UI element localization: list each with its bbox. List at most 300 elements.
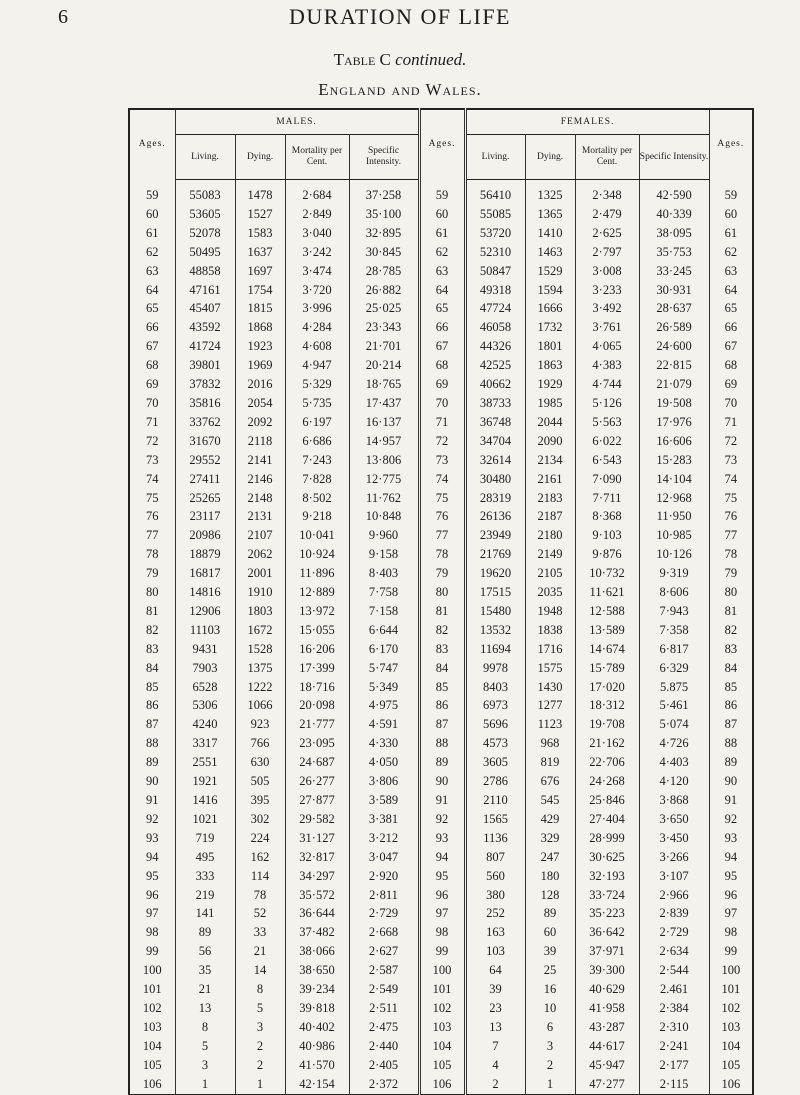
cell-mortality-f: 3·233 (575, 281, 639, 300)
cell-dying-f: 180 (525, 867, 575, 886)
cell-mortality-m: 10·924 (285, 545, 349, 564)
cell-age-f: 75 (709, 489, 753, 508)
cell-living-f: 47724 (465, 299, 525, 318)
cell-dying-m: 114 (235, 867, 285, 886)
cell-age-f: 100 (709, 961, 753, 980)
cell-age-f: 77 (709, 526, 753, 545)
cell-age: 63 (419, 262, 465, 281)
cell-intensity-f: 4·120 (639, 772, 709, 791)
cell-living-f: 1565 (465, 810, 525, 829)
cell-age: 98 (419, 923, 465, 942)
cell-age: 93 (419, 829, 465, 848)
cell-age: 84 (419, 659, 465, 678)
table-row (129, 867, 753, 886)
cell-living-f: 39 (465, 980, 525, 999)
cell-age-f: 66 (709, 318, 753, 337)
cell-intensity-m: 2·729 (349, 904, 419, 923)
cell-age-f: 60 (709, 205, 753, 224)
cell-mortality-m: 2·849 (285, 205, 349, 224)
cell-mortality-f: 37·971 (575, 942, 639, 961)
cell-mortality-m: 27·877 (285, 791, 349, 810)
cell-mortality-m: 36·644 (285, 904, 349, 923)
cell-age-f: 98 (709, 923, 753, 942)
cell-dying-f: 2044 (525, 413, 575, 432)
table-row (129, 1018, 753, 1037)
cell-age-f: 64 (709, 281, 753, 300)
cell-age: 60 (419, 205, 465, 224)
cell-intensity-f: 10·126 (639, 545, 709, 564)
cell-dying-f: 676 (525, 772, 575, 791)
cell-age-f: 101 (709, 980, 753, 999)
cell-living-f: 38733 (465, 394, 525, 413)
cell-dying-f: 1325 (525, 186, 575, 205)
table-row (129, 375, 753, 394)
cell-intensity-m: 2·920 (349, 867, 419, 886)
cell-living-f: 21769 (465, 545, 525, 564)
cell-living-m: 3317 (175, 734, 235, 753)
cell-age: 95 (419, 867, 465, 886)
cell-mortality-m: 6·686 (285, 432, 349, 451)
cell-mortality-m: 3·474 (285, 262, 349, 281)
cell-dying-f: 1863 (525, 356, 575, 375)
cell-dying-m: 1754 (235, 281, 285, 300)
cell-intensity-m: 5·349 (349, 678, 419, 697)
cell-age-m: 101 (129, 980, 175, 999)
cell-dying-m: 224 (235, 829, 285, 848)
cell-mortality-f: 9·876 (575, 545, 639, 564)
cell-intensity-m: 20·214 (349, 356, 419, 375)
cell-intensity-m: 5·747 (349, 659, 419, 678)
mortality-table (128, 108, 754, 1095)
cell-living-f: 64 (465, 961, 525, 980)
cell-dying-f: 1801 (525, 337, 575, 356)
cell-living-m: 9431 (175, 640, 235, 659)
cell-dying-m: 1528 (235, 640, 285, 659)
cell-living-f: 40662 (465, 375, 525, 394)
cell-dying-m: 1923 (235, 337, 285, 356)
cell-dying-m: 1969 (235, 356, 285, 375)
cell-mortality-f: 8·368 (575, 507, 639, 526)
cell-intensity-m: 8·403 (349, 564, 419, 583)
cell-mortality-m: 8·502 (285, 489, 349, 508)
cell-mortality-f: 2·479 (575, 205, 639, 224)
cell-intensity-m: 2·372 (349, 1075, 419, 1094)
cell-living-m: 11103 (175, 621, 235, 640)
table-row (129, 999, 753, 1018)
cell-intensity-m: 10·848 (349, 507, 419, 526)
cell-dying-f: 2187 (525, 507, 575, 526)
cell-age: 78 (419, 545, 465, 564)
cell-mortality-f: 11·621 (575, 583, 639, 602)
cell-living-f: 3605 (465, 753, 525, 772)
cell-living-m: 41724 (175, 337, 235, 356)
cell-dying-m: 1222 (235, 678, 285, 697)
cell-living-f: 49318 (465, 281, 525, 300)
cell-intensity-f: 19·508 (639, 394, 709, 413)
cell-mortality-m: 35·572 (285, 886, 349, 905)
cell-dying-m: 2118 (235, 432, 285, 451)
col-mortality-females: Mortality per Cent. (575, 135, 639, 180)
cell-living-f: 28319 (465, 489, 525, 508)
cell-living-f: 9978 (465, 659, 525, 678)
cell-age-m: 96 (129, 886, 175, 905)
cell-dying-m: 1478 (235, 186, 285, 205)
cell-mortality-m: 3·996 (285, 299, 349, 318)
cell-age: 59 (419, 186, 465, 205)
cell-age: 94 (419, 848, 465, 867)
cell-living-f: 2 (465, 1075, 525, 1094)
cell-dying-m: 3 (235, 1018, 285, 1037)
cell-dying-f: 968 (525, 734, 575, 753)
cell-age-m: 95 (129, 867, 175, 886)
cell-living-f: 44326 (465, 337, 525, 356)
cell-dying-f: 1575 (525, 659, 575, 678)
cell-age-f: 80 (709, 583, 753, 602)
table-row (129, 980, 753, 999)
cell-age-m: 87 (129, 715, 175, 734)
cell-living-f: 1136 (465, 829, 525, 848)
cell-age: 73 (419, 451, 465, 470)
cell-mortality-f: 41·958 (575, 999, 639, 1018)
cell-living-f: 15480 (465, 602, 525, 621)
cell-age: 99 (419, 942, 465, 961)
cell-mortality-f: 28·999 (575, 829, 639, 848)
cell-living-m: 1 (175, 1075, 235, 1094)
col-living-females: Living. (465, 135, 525, 180)
cell-dying-m: 1815 (235, 299, 285, 318)
cell-dying-m: 5 (235, 999, 285, 1018)
cell-dying-f: 1529 (525, 262, 575, 281)
cell-mortality-m: 3·242 (285, 243, 349, 262)
cell-dying-m: 1868 (235, 318, 285, 337)
table-row (129, 715, 753, 734)
cell-mortality-f: 7·090 (575, 470, 639, 489)
cell-intensity-f: 15·283 (639, 451, 709, 470)
cell-mortality-m: 24·687 (285, 753, 349, 772)
cell-mortality-f: 36·642 (575, 923, 639, 942)
cell-intensity-m: 21·701 (349, 337, 419, 356)
cell-age-m: 60 (129, 205, 175, 224)
cell-mortality-f: 4·744 (575, 375, 639, 394)
cell-mortality-m: 2·684 (285, 186, 349, 205)
cell-living-m: 3 (175, 1056, 235, 1075)
cell-intensity-f: 2·839 (639, 904, 709, 923)
cell-age-m: 100 (129, 961, 175, 980)
cell-intensity-m: 37·258 (349, 186, 419, 205)
cell-mortality-m: 18·716 (285, 678, 349, 697)
cell-intensity-m: 7·758 (349, 583, 419, 602)
cell-intensity-f: 10·985 (639, 526, 709, 545)
cell-age-f: 93 (709, 829, 753, 848)
table-row (129, 243, 753, 262)
cell-dying-m: 52 (235, 904, 285, 923)
table-row (129, 942, 753, 961)
cell-age-f: 99 (709, 942, 753, 961)
col-dying-males: Dying. (235, 135, 285, 180)
cell-mortality-f: 7·711 (575, 489, 639, 508)
col-mortality-males: Mortality per Cent. (285, 135, 349, 180)
cell-mortality-f: 3·761 (575, 318, 639, 337)
cell-living-f: 103 (465, 942, 525, 961)
cell-mortality-f: 40·629 (575, 980, 639, 999)
cell-dying-f: 1123 (525, 715, 575, 734)
cell-living-f: 56410 (465, 186, 525, 205)
cell-age-m: 105 (129, 1056, 175, 1075)
cell-intensity-m: 6·170 (349, 640, 419, 659)
cell-age-f: 87 (709, 715, 753, 734)
cell-age-m: 90 (129, 772, 175, 791)
cell-living-m: 20986 (175, 526, 235, 545)
cell-living-m: 14816 (175, 583, 235, 602)
cell-living-m: 43592 (175, 318, 235, 337)
cell-dying-m: 2001 (235, 564, 285, 583)
cell-intensity-f: 2·384 (639, 999, 709, 1018)
cell-dying-f: 1716 (525, 640, 575, 659)
cell-mortality-f: 5·126 (575, 394, 639, 413)
cell-mortality-m: 38·066 (285, 942, 349, 961)
cell-mortality-f: 4·065 (575, 337, 639, 356)
table-row (129, 451, 753, 470)
cell-dying-m: 1910 (235, 583, 285, 602)
cell-intensity-f: 5.875 (639, 678, 709, 697)
cell-age-f: 102 (709, 999, 753, 1018)
cell-mortality-f: 9·103 (575, 526, 639, 545)
cell-living-f: 11694 (465, 640, 525, 659)
cell-intensity-m: 17·437 (349, 394, 419, 413)
cell-age-m: 75 (129, 489, 175, 508)
cell-mortality-f: 14·674 (575, 640, 639, 659)
table-row (129, 564, 753, 583)
cell-age-m: 73 (129, 451, 175, 470)
cell-age: 97 (419, 904, 465, 923)
cell-age: 86 (419, 696, 465, 715)
cell-mortality-f: 45·947 (575, 1056, 639, 1075)
cell-living-m: 37832 (175, 375, 235, 394)
cell-age-f: 83 (709, 640, 753, 659)
cell-age-f: 61 (709, 224, 753, 243)
cell-intensity-m: 35·100 (349, 205, 419, 224)
cell-intensity-f: 2·729 (639, 923, 709, 942)
cell-age-f: 105 (709, 1056, 753, 1075)
cell-age-f: 70 (709, 394, 753, 413)
table-row (129, 696, 753, 715)
cell-dying-m: 302 (235, 810, 285, 829)
cell-age-m: 91 (129, 791, 175, 810)
cell-age-m: 82 (129, 621, 175, 640)
cell-mortality-m: 5·735 (285, 394, 349, 413)
cell-dying-m: 1 (235, 1075, 285, 1094)
table-row (129, 1056, 753, 1075)
cell-age: 80 (419, 583, 465, 602)
cell-dying-f: 3 (525, 1037, 575, 1056)
cell-age-m: 64 (129, 281, 175, 300)
table-row (129, 489, 753, 508)
cell-living-m: 1021 (175, 810, 235, 829)
cell-dying-f: 819 (525, 753, 575, 772)
cell-living-m: 35 (175, 961, 235, 980)
cell-age-f: 95 (709, 867, 753, 886)
cell-dying-f: 1929 (525, 375, 575, 394)
cell-dying-f: 1410 (525, 224, 575, 243)
cell-living-m: 39801 (175, 356, 235, 375)
cell-living-f: 46058 (465, 318, 525, 337)
cell-living-f: 380 (465, 886, 525, 905)
table-row (129, 810, 753, 829)
cell-living-m: 495 (175, 848, 235, 867)
cell-dying-f: 329 (525, 829, 575, 848)
cell-living-f: 807 (465, 848, 525, 867)
cell-age: 74 (419, 470, 465, 489)
cell-age-f: 65 (709, 299, 753, 318)
cell-living-f: 8403 (465, 678, 525, 697)
table-row (129, 1037, 753, 1056)
table-row (129, 791, 753, 810)
cell-living-m: 56 (175, 942, 235, 961)
cell-age: 69 (419, 375, 465, 394)
table-row (129, 829, 753, 848)
cell-dying-f: 1365 (525, 205, 575, 224)
table-row (129, 621, 753, 640)
cell-living-f: 2110 (465, 791, 525, 810)
cell-mortality-m: 4·284 (285, 318, 349, 337)
cell-living-m: 25265 (175, 489, 235, 508)
cell-intensity-m: 3·589 (349, 791, 419, 810)
cell-age-m: 65 (129, 299, 175, 318)
cell-age-m: 94 (129, 848, 175, 867)
table-row (129, 186, 753, 205)
cell-living-f: 42525 (465, 356, 525, 375)
cell-intensity-m: 28·785 (349, 262, 419, 281)
cell-age-f: 62 (709, 243, 753, 262)
cell-age: 83 (419, 640, 465, 659)
cell-age-m: 68 (129, 356, 175, 375)
cell-living-m: 13 (175, 999, 235, 1018)
cell-mortality-m: 6·197 (285, 413, 349, 432)
cell-intensity-f: 40·339 (639, 205, 709, 224)
cell-age: 61 (419, 224, 465, 243)
table-row (129, 753, 753, 772)
cell-mortality-m: 17·399 (285, 659, 349, 678)
cell-living-f: 23949 (465, 526, 525, 545)
cell-dying-m: 162 (235, 848, 285, 867)
cell-age: 67 (419, 337, 465, 356)
cell-age-f: 81 (709, 602, 753, 621)
cell-age-m: 80 (129, 583, 175, 602)
cell-age-f: 88 (709, 734, 753, 753)
cell-intensity-f: 42·590 (639, 186, 709, 205)
cell-age-m: 67 (129, 337, 175, 356)
cell-mortality-m: 42·154 (285, 1075, 349, 1094)
cell-intensity-f: 3·868 (639, 791, 709, 810)
cell-age: 101 (419, 980, 465, 999)
cell-age-m: 93 (129, 829, 175, 848)
cell-intensity-m: 2·811 (349, 886, 419, 905)
group-females: FEMALES. (465, 109, 709, 135)
cell-age-m: 70 (129, 394, 175, 413)
table-row (129, 356, 753, 375)
cell-intensity-f: 9·319 (639, 564, 709, 583)
cell-age-m: 89 (129, 753, 175, 772)
table-row (129, 394, 753, 413)
cell-mortality-m: 20·098 (285, 696, 349, 715)
cell-intensity-f: 21·079 (639, 375, 709, 394)
cell-dying-m: 2 (235, 1037, 285, 1056)
cell-dying-f: 2149 (525, 545, 575, 564)
cell-living-f: 52310 (465, 243, 525, 262)
cell-age-m: 102 (129, 999, 175, 1018)
cell-mortality-m: 4·608 (285, 337, 349, 356)
cell-living-f: 2786 (465, 772, 525, 791)
cell-living-f: 17515 (465, 583, 525, 602)
cell-intensity-m: 32·895 (349, 224, 419, 243)
cell-intensity-m: 4·330 (349, 734, 419, 753)
cell-age-m: 79 (129, 564, 175, 583)
cell-intensity-f: 8·606 (639, 583, 709, 602)
cell-age-f: 89 (709, 753, 753, 772)
cell-age: 91 (419, 791, 465, 810)
cell-living-f: 7 (465, 1037, 525, 1056)
cell-mortality-f: 30·625 (575, 848, 639, 867)
table-title (0, 50, 800, 70)
table-row (129, 886, 753, 905)
cell-intensity-f: 3·650 (639, 810, 709, 829)
cell-living-m: 27411 (175, 470, 235, 489)
cell-living-f: 50847 (465, 262, 525, 281)
cell-dying-m: 2092 (235, 413, 285, 432)
cell-mortality-m: 4·947 (285, 356, 349, 375)
cell-dying-f: 10 (525, 999, 575, 1018)
cell-age-f: 74 (709, 470, 753, 489)
cell-mortality-m: 40·402 (285, 1018, 349, 1037)
cell-age-f: 97 (709, 904, 753, 923)
cell-age-m: 63 (129, 262, 175, 281)
cell-living-f: 5696 (465, 715, 525, 734)
cell-age: 77 (419, 526, 465, 545)
cell-intensity-f: 2·310 (639, 1018, 709, 1037)
cell-dying-f: 1948 (525, 602, 575, 621)
cell-living-m: 52078 (175, 224, 235, 243)
table-row (129, 659, 753, 678)
cell-mortality-f: 44·617 (575, 1037, 639, 1056)
cell-dying-m: 395 (235, 791, 285, 810)
cell-dying-m: 2054 (235, 394, 285, 413)
cell-dying-m: 1375 (235, 659, 285, 678)
cell-age: 75 (419, 489, 465, 508)
cell-dying-m: 1583 (235, 224, 285, 243)
cell-intensity-m: 3·212 (349, 829, 419, 848)
col-ages-middle: Ages. (419, 109, 465, 180)
cell-mortality-f: 19·708 (575, 715, 639, 734)
cell-age-f: 73 (709, 451, 753, 470)
cell-living-m: 53605 (175, 205, 235, 224)
cell-mortality-m: 3·040 (285, 224, 349, 243)
cell-intensity-m: 7·158 (349, 602, 419, 621)
cell-intensity-m: 4·975 (349, 696, 419, 715)
cell-living-m: 47161 (175, 281, 235, 300)
cell-intensity-m: 30·845 (349, 243, 419, 262)
cell-age-m: 81 (129, 602, 175, 621)
cell-mortality-f: 22·706 (575, 753, 639, 772)
cell-mortality-m: 31·127 (285, 829, 349, 848)
cell-dying-f: 1 (525, 1075, 575, 1094)
cell-age-m: 72 (129, 432, 175, 451)
cell-dying-m: 2148 (235, 489, 285, 508)
cell-living-f: 13532 (465, 621, 525, 640)
cell-intensity-m: 23·343 (349, 318, 419, 337)
cell-age: 105 (419, 1056, 465, 1075)
cell-living-m: 50495 (175, 243, 235, 262)
cell-dying-f: 545 (525, 791, 575, 810)
